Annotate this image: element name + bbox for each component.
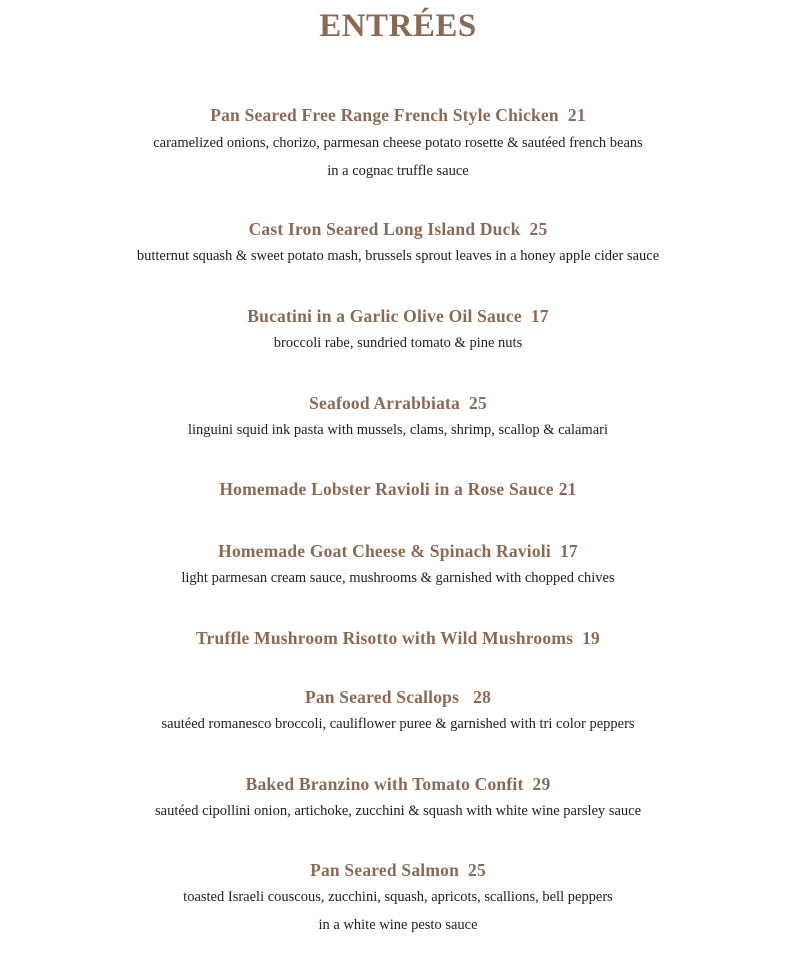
item-description	[0, 129, 796, 185]
item-description-line: in a cognac truffle sauce	[327, 163, 469, 179]
item-description	[0, 416, 796, 444]
item-description-line: caramelized onions, chorizo, parmesan cheese potato rosette & sautéed french beans	[153, 135, 643, 151]
item-description	[0, 797, 796, 825]
item-price: 25	[468, 860, 486, 880]
menu-item	[0, 686, 796, 738]
menu-item	[0, 859, 796, 939]
item-price: 17	[530, 306, 549, 326]
item-description	[0, 883, 796, 939]
item-description-line: linguini squid ink pasta with mussels, clams, shrimp, scallop & calamari	[187, 422, 609, 438]
item-description	[0, 242, 796, 270]
item-name: Homemade Lobster Ravioli in a Rose Sauce	[219, 479, 554, 499]
item-heading	[0, 773, 796, 795]
menu-item	[0, 218, 796, 270]
item-name: Pan Seared Salmon	[310, 860, 460, 880]
item-price: 29	[532, 774, 551, 794]
item-description-line: broccoli rabe, sundried tomato & pine nuts	[273, 335, 523, 351]
item-heading	[0, 305, 796, 327]
item-price: 21	[558, 479, 577, 499]
menu-item	[0, 627, 796, 649]
item-name: Baked Branzino with Tomato Confit	[245, 774, 524, 794]
menu-item	[0, 773, 796, 825]
item-price: 17	[559, 541, 578, 561]
item-description-line: sautéed romanesco broccoli, cauliflower puree & garnished with tri color peppers	[161, 716, 635, 732]
item-description	[0, 710, 796, 738]
item-description-line: in a white wine pesto sauce	[318, 917, 478, 933]
item-heading	[0, 392, 796, 414]
item-price: 19	[582, 628, 601, 648]
item-description	[0, 564, 796, 592]
item-heading	[0, 859, 796, 881]
page-title: ENTRÉES	[319, 8, 477, 44]
menu-item	[0, 305, 796, 357]
item-description	[0, 329, 796, 357]
item-price: 28	[473, 687, 492, 707]
item-name: Seafood Arrabbiata	[309, 393, 460, 413]
menu-item	[0, 392, 796, 444]
item-price: 25	[469, 393, 487, 413]
item-heading	[0, 104, 796, 126]
item-name: Truffle Mushroom Risotto with Wild Mushrooms	[195, 628, 574, 648]
item-heading	[0, 218, 796, 240]
item-heading	[0, 686, 796, 708]
item-heading	[0, 627, 796, 649]
item-description-line: toasted Israeli couscous, zucchini, squash, apricots, scallions, bell peppers	[183, 889, 613, 905]
item-name: Homemade Goat Cheese & Spinach Ravioli	[218, 541, 551, 561]
item-price: 21	[567, 105, 586, 125]
item-name: Cast Iron Seared Long Island Duck	[248, 219, 521, 239]
menu-item	[0, 478, 796, 500]
item-description-line: butternut squash & sweet potato mash, brussels sprout leaves in a honey apple cider sauce	[136, 248, 660, 264]
item-name: Pan Seared Free Range French Style Chicken	[210, 105, 559, 125]
item-name: Bucatini in a Garlic Olive Oil Sauce	[247, 306, 522, 326]
item-description-line: sautéed cipollini onion, artichoke, zucchini & squash with white wine parsley sauce	[154, 803, 642, 819]
menu-item	[0, 540, 796, 592]
menu-item	[0, 104, 796, 185]
item-price: 25	[529, 219, 548, 239]
item-heading	[0, 540, 796, 562]
item-description-line: light parmesan cream sauce, mushrooms & garnished with chopped chives	[181, 570, 615, 586]
item-name: Pan Seared Scallops	[304, 687, 460, 707]
item-heading	[0, 478, 796, 500]
